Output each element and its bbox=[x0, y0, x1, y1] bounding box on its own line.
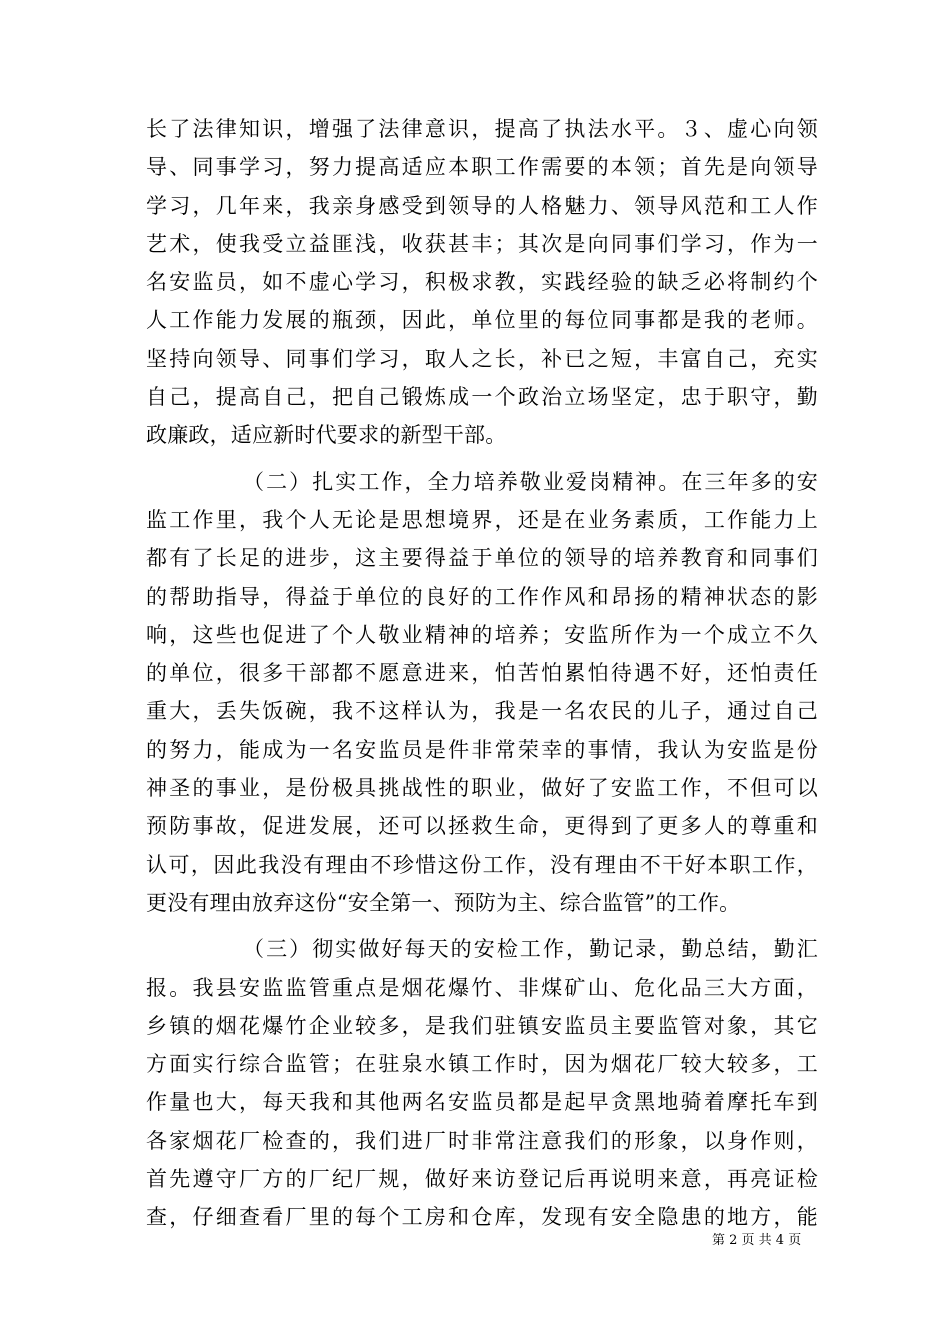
text-line: 认可，因此我没有理由不珍惜这份工作，没有理由不干好本职工作， bbox=[146, 852, 818, 877]
document-body bbox=[146, 110, 818, 1237]
text-line: 预防事故，促进发展，还可以拯救生命，更得到了更多人的尊重和 bbox=[146, 814, 818, 839]
text-line: 政廉政，适应新时代要求的新型干部。 bbox=[146, 423, 507, 448]
text-line: 长了法律知识，增强了法律意识，提高了执法水平。３、虚心向领 bbox=[146, 117, 818, 141]
text-line: 响，这些也促进了个人敬业精神的培养；安监所作为一个成立不久 bbox=[146, 622, 818, 647]
text-line: 乡镇的烟花爆竹企业较多，是我们驻镇安监员主要监管对象，其它 bbox=[146, 1013, 818, 1038]
text-line: 报。我县安监监管重点是烟花爆竹、非煤矿山、危化品三大方面， bbox=[146, 975, 818, 1000]
text-line: 坚持向领导、同事们学习，取人之长，补已之短，丰富自己，充实 bbox=[146, 346, 818, 371]
paragraph-heading-2: （二）扎实工作，全力培养敬业爱岗精神。在三年多的安 bbox=[243, 469, 818, 494]
page-number-footer: 第 2 页 共 4 页 bbox=[712, 1233, 802, 1248]
text-line: 重大，丢失饭碗，我不这样认为，我是一名农民的儿子，通过自己 bbox=[146, 699, 818, 724]
text-line: 的帮助指导，得益于单位的良好的工作作风和昂扬的精神状态的影 bbox=[146, 584, 818, 609]
text-line: 方面实行综合监管；在驻泉水镇工作时，因为烟花厂较大较多，工 bbox=[146, 1052, 818, 1077]
text-line: 的努力，能成为一名安监员是件非常荣幸的事情，我认为安监是份 bbox=[146, 737, 818, 762]
text-line: 作量也大，每天我和其他两名安监员都是起早贪黑地骑着摩托车到 bbox=[146, 1090, 818, 1115]
text-line: 神圣的事业，是份极具挑战性的职业，做好了安监工作，不但可以 bbox=[146, 776, 818, 801]
text-line: 的单位，很多干部都不愿意进来，怕苦怕累怕待遇不好，还怕责任 bbox=[146, 661, 818, 686]
text-line: 查，仔细查看厂里的每个工房和仓库，发现有安全隐患的地方，能 bbox=[146, 1205, 818, 1230]
text-line: 都有了长足的进步，这主要得益于单位的领导的培养教育和同事们 bbox=[146, 546, 818, 571]
text-line: 艺术，使我受立益匪浅，收获甚丰；其次是向同事们学习，作为一 bbox=[146, 231, 818, 256]
text-line: 监工作里，我个人无论是思想境界，还是在业务素质，工作能力上 bbox=[146, 507, 818, 532]
text-line: 学习，几年来，我亲身感受到领导的人格魅力、领导风范和工人作 bbox=[146, 193, 818, 218]
text-line: 导、同事学习，努力提高适应本职工作需要的本领；首先是向领导 bbox=[146, 155, 818, 180]
text-line: 更没有理由放弃这份“安全第一、预防为主、综合监管”的工作。 bbox=[146, 890, 741, 915]
text-line: 首先遵守厂方的厂纪厂规，做好来访登记后再说明来意，再亮证检 bbox=[146, 1167, 818, 1192]
text-line: 人工作能力发展的瓶颈，因此，单位里的每位同事都是我的老师。 bbox=[146, 308, 818, 333]
text-line: 各家烟花厂检查的，我们进厂时非常注意我们的形象，以身作则， bbox=[146, 1128, 818, 1153]
text-line: 自己，提高自己，把自己锻炼成一个政治立场坚定，忠于职守，勤 bbox=[146, 385, 818, 410]
paragraph-heading-3: （三）彻实做好每天的安检工作，勤记录，勤总结，勤汇 bbox=[243, 937, 818, 962]
text-line: 名安监员，如不虚心学习，积极求教，实践经验的缺乏必将制约个 bbox=[146, 270, 818, 295]
